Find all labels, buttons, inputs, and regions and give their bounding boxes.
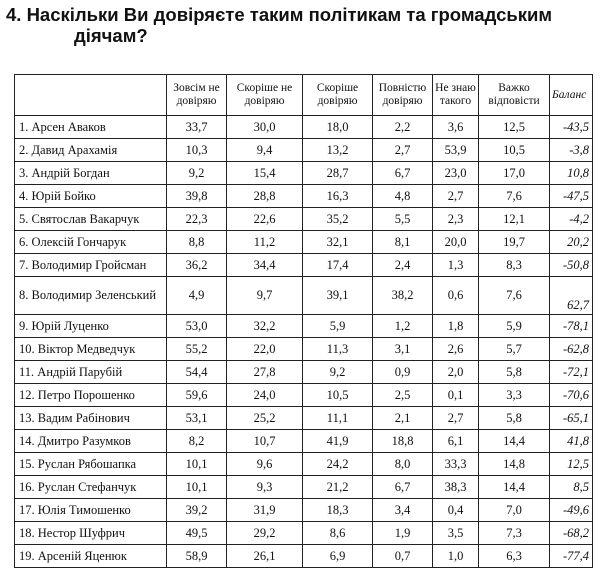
- politician-name: 17. Юлія Тимошенко: [15, 499, 167, 522]
- value-cell: 18,8: [373, 430, 433, 453]
- value-cell: 16,3: [303, 185, 373, 208]
- value-cell: 38,2: [373, 277, 433, 315]
- value-cell: 10,1: [167, 453, 227, 476]
- value-cell: 3,3: [479, 384, 550, 407]
- value-cell: 8,2: [167, 430, 227, 453]
- value-cell: 25,2: [227, 407, 303, 430]
- table-row: [15, 430, 593, 453]
- value-cell: 53,9: [433, 139, 479, 162]
- value-cell: 5,7: [479, 338, 550, 361]
- table-row: [15, 384, 593, 407]
- value-cell: 31,9: [227, 499, 303, 522]
- value-cell: 38,3: [433, 476, 479, 499]
- value-cell: 2,4: [373, 254, 433, 277]
- value-cell: 4,9: [167, 277, 227, 315]
- balance-cell: -77,4: [550, 545, 593, 568]
- politician-name: 2. Давид Арахамія: [15, 139, 167, 162]
- politician-name: 14. Дмитро Разумков: [15, 430, 167, 453]
- column-header-3: Скоріше довіряю: [303, 75, 373, 116]
- value-cell: 41,9: [303, 430, 373, 453]
- value-cell: 10,1: [167, 476, 227, 499]
- value-cell: 9,6: [227, 453, 303, 476]
- balance-cell: -65,1: [550, 407, 593, 430]
- value-cell: 22,3: [167, 208, 227, 231]
- value-cell: 7,6: [479, 185, 550, 208]
- value-cell: 27,8: [227, 361, 303, 384]
- value-cell: 2,3: [433, 208, 479, 231]
- politician-name: 11. Андрій Парубій: [15, 361, 167, 384]
- value-cell: 12,1: [479, 208, 550, 231]
- value-cell: 4,8: [373, 185, 433, 208]
- value-cell: 23,0: [433, 162, 479, 185]
- value-cell: 30,0: [227, 116, 303, 139]
- politician-name: 10. Віктор Медведчук: [15, 338, 167, 361]
- politician-name: 1. Арсен Аваков: [15, 116, 167, 139]
- table-row: [15, 162, 593, 185]
- table-row: [15, 315, 593, 338]
- politician-name: 6. Олексій Гончарук: [15, 231, 167, 254]
- value-cell: 28,7: [303, 162, 373, 185]
- balance-cell: -72,1: [550, 361, 593, 384]
- value-cell: 12,5: [479, 116, 550, 139]
- value-cell: 8,1: [373, 231, 433, 254]
- value-cell: 13,2: [303, 139, 373, 162]
- value-cell: 10,5: [303, 384, 373, 407]
- column-header-6: Важко відповісти: [479, 75, 550, 116]
- value-cell: 18,3: [303, 499, 373, 522]
- table-header-row: [15, 75, 593, 116]
- balance-cell: -49,6: [550, 499, 593, 522]
- balance-cell: 12,5: [550, 453, 593, 476]
- value-cell: 5,5: [373, 208, 433, 231]
- value-cell: 0,7: [373, 545, 433, 568]
- value-cell: 7,6: [479, 277, 550, 315]
- question-title-line-2: діячам?: [74, 25, 148, 46]
- value-cell: 10,5: [479, 139, 550, 162]
- column-header-7: Баланс: [550, 75, 593, 116]
- value-cell: 7,0: [479, 499, 550, 522]
- balance-cell: 62,7: [550, 277, 593, 315]
- value-cell: 8,6: [303, 522, 373, 545]
- value-cell: 22,6: [227, 208, 303, 231]
- value-cell: 3,5: [433, 522, 479, 545]
- table-row: [15, 453, 593, 476]
- value-cell: 20,0: [433, 231, 479, 254]
- table-row: [15, 208, 593, 231]
- column-header-5: Не знаю такого: [433, 75, 479, 116]
- value-cell: 2,7: [433, 185, 479, 208]
- politician-name: 15. Руслан Рябошапка: [15, 453, 167, 476]
- value-cell: 11,1: [303, 407, 373, 430]
- politician-name: 18. Нестор Шуфрич: [15, 522, 167, 545]
- balance-cell: -4,2: [550, 208, 593, 231]
- balance-cell: -50,8: [550, 254, 593, 277]
- balance-cell: 20,2: [550, 231, 593, 254]
- column-header-2: Скоріше не довіряю: [227, 75, 303, 116]
- table-row: [15, 476, 593, 499]
- value-cell: 24,2: [303, 453, 373, 476]
- value-cell: 34,4: [227, 254, 303, 277]
- value-cell: 5,9: [303, 315, 373, 338]
- value-cell: 6,3: [479, 545, 550, 568]
- value-cell: 11,2: [227, 231, 303, 254]
- balance-cell: 41,8: [550, 430, 593, 453]
- value-cell: 11,3: [303, 338, 373, 361]
- value-cell: 53,0: [167, 315, 227, 338]
- table-row: [15, 338, 593, 361]
- value-cell: 14,4: [479, 476, 550, 499]
- value-cell: 14,4: [479, 430, 550, 453]
- table-row: [15, 139, 593, 162]
- value-cell: 17,0: [479, 162, 550, 185]
- balance-cell: -78,1: [550, 315, 593, 338]
- value-cell: 2,6: [433, 338, 479, 361]
- question-title: [6, 4, 596, 46]
- value-cell: 10,7: [227, 430, 303, 453]
- value-cell: 2,5: [373, 384, 433, 407]
- value-cell: 24,0: [227, 384, 303, 407]
- value-cell: 59,6: [167, 384, 227, 407]
- value-cell: 6,7: [373, 476, 433, 499]
- politician-name: 9. Юрій Луценко: [15, 315, 167, 338]
- value-cell: 5,8: [479, 361, 550, 384]
- value-cell: 2,1: [373, 407, 433, 430]
- value-cell: 6,1: [433, 430, 479, 453]
- politician-name: 12. Петро Порошенко: [15, 384, 167, 407]
- balance-cell: -70,6: [550, 384, 593, 407]
- value-cell: 10,3: [167, 139, 227, 162]
- balance-cell: 10,8: [550, 162, 593, 185]
- value-cell: 32,1: [303, 231, 373, 254]
- balance-cell: -47,5: [550, 185, 593, 208]
- value-cell: 9,2: [303, 361, 373, 384]
- value-cell: 6,7: [373, 162, 433, 185]
- value-cell: 55,2: [167, 338, 227, 361]
- value-cell: 53,1: [167, 407, 227, 430]
- value-cell: 3,1: [373, 338, 433, 361]
- value-cell: 18,0: [303, 116, 373, 139]
- value-cell: 9,7: [227, 277, 303, 315]
- value-cell: 1,8: [433, 315, 479, 338]
- value-cell: 9,3: [227, 476, 303, 499]
- value-cell: 5,9: [479, 315, 550, 338]
- value-cell: 3,6: [433, 116, 479, 139]
- value-cell: 9,2: [167, 162, 227, 185]
- balance-cell: 8,5: [550, 476, 593, 499]
- value-cell: 58,9: [167, 545, 227, 568]
- politician-name: 8. Володимир Зеленський: [15, 277, 167, 315]
- value-cell: 2,0: [433, 361, 479, 384]
- table-row: [15, 361, 593, 384]
- table-row: [15, 407, 593, 430]
- value-cell: 29,2: [227, 522, 303, 545]
- table-row: [15, 231, 593, 254]
- value-cell: 5,8: [479, 407, 550, 430]
- value-cell: 0,1: [433, 384, 479, 407]
- value-cell: 17,4: [303, 254, 373, 277]
- value-cell: 22,0: [227, 338, 303, 361]
- value-cell: 8,8: [167, 231, 227, 254]
- table-row: [15, 499, 593, 522]
- value-cell: 26,1: [227, 545, 303, 568]
- value-cell: 2,7: [373, 139, 433, 162]
- column-header-4: Повністю довіряю: [373, 75, 433, 116]
- table-body: [15, 116, 593, 568]
- value-cell: 35,2: [303, 208, 373, 231]
- value-cell: 19,7: [479, 231, 550, 254]
- column-header-1: Зовсім не довіряю: [167, 75, 227, 116]
- politician-name: 3. Андрій Богдан: [15, 162, 167, 185]
- value-cell: 32,2: [227, 315, 303, 338]
- politician-name: 7. Володимир Гройсман: [15, 254, 167, 277]
- table-row: [15, 522, 593, 545]
- value-cell: 28,8: [227, 185, 303, 208]
- value-cell: 1,3: [433, 254, 479, 277]
- value-cell: 15,4: [227, 162, 303, 185]
- politician-name: 13. Вадим Рабінович: [15, 407, 167, 430]
- value-cell: 49,5: [167, 522, 227, 545]
- value-cell: 7,3: [479, 522, 550, 545]
- value-cell: 8,3: [479, 254, 550, 277]
- politician-name: 16. Руслан Стефанчук: [15, 476, 167, 499]
- value-cell: 3,4: [373, 499, 433, 522]
- balance-cell: -3,8: [550, 139, 593, 162]
- trust-table: [14, 74, 593, 568]
- table-row: [15, 277, 593, 315]
- value-cell: 0,6: [433, 277, 479, 315]
- value-cell: 6,9: [303, 545, 373, 568]
- politician-name: 19. Арсеній Яценюк: [15, 545, 167, 568]
- value-cell: 14,8: [479, 453, 550, 476]
- balance-cell: -43,5: [550, 116, 593, 139]
- value-cell: 1,0: [433, 545, 479, 568]
- column-header-0: [15, 75, 167, 116]
- value-cell: 2,7: [433, 407, 479, 430]
- value-cell: 0,4: [433, 499, 479, 522]
- value-cell: 36,2: [167, 254, 227, 277]
- table-row: [15, 254, 593, 277]
- value-cell: 1,2: [373, 315, 433, 338]
- value-cell: 39,2: [167, 499, 227, 522]
- value-cell: 21,2: [303, 476, 373, 499]
- table-row: [15, 116, 593, 139]
- table-row: [15, 185, 593, 208]
- balance-cell: -62,8: [550, 338, 593, 361]
- balance-cell: -68,2: [550, 522, 593, 545]
- value-cell: 8,0: [373, 453, 433, 476]
- value-cell: 33,7: [167, 116, 227, 139]
- politician-name: 4. Юрій Бойко: [15, 185, 167, 208]
- value-cell: 39,1: [303, 277, 373, 315]
- value-cell: 0,9: [373, 361, 433, 384]
- value-cell: 2,2: [373, 116, 433, 139]
- table-row: [15, 545, 593, 568]
- value-cell: 39,8: [167, 185, 227, 208]
- value-cell: 1,9: [373, 522, 433, 545]
- value-cell: 54,4: [167, 361, 227, 384]
- value-cell: 9,4: [227, 139, 303, 162]
- politician-name: 5. Святослав Вакарчук: [15, 208, 167, 231]
- value-cell: 33,3: [433, 453, 479, 476]
- question-title-line-1: 4. Наскільки Ви довіряєте таким політикам та громадським: [6, 4, 553, 25]
